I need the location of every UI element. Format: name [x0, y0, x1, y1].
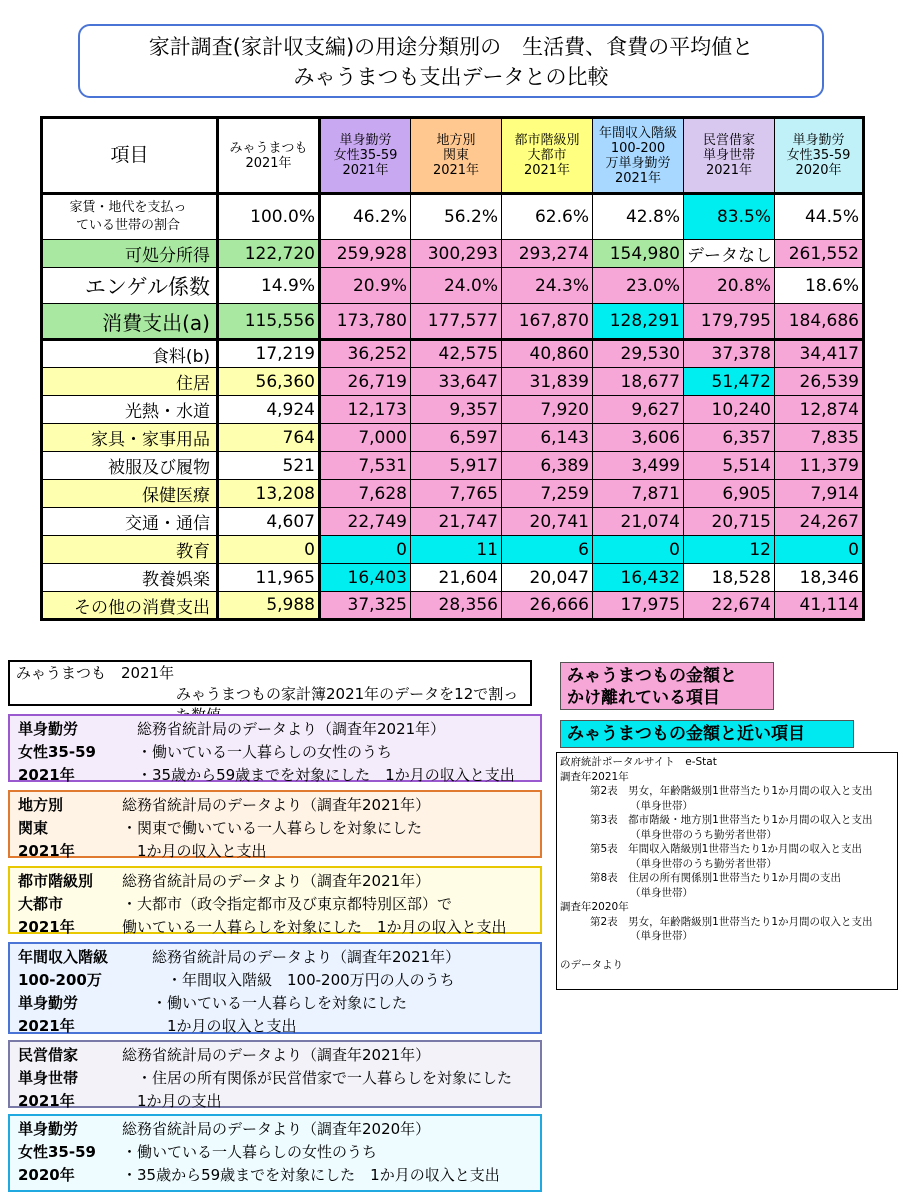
source-line: （単身世帯のうち勤労者世帯） [630, 828, 777, 841]
near-item-label: みゃうまつもの金額と近い項目 [560, 720, 854, 748]
value-cell: 42.8% [593, 194, 684, 240]
value-cell: 9,627 [593, 396, 684, 424]
value-cell: 24,267 [775, 508, 864, 536]
source-line: 第2表 男女，年齢階級別1世帯当たり1か月間の収入と支出 [590, 785, 873, 797]
value-cell: 24.3% [502, 268, 593, 304]
value-cell: 20.8% [684, 268, 775, 304]
value-cell: データなし [684, 240, 775, 268]
legend-key: 単身勤労 [18, 1120, 79, 1138]
table-row [42, 396, 864, 424]
value-cell: 6 [502, 536, 593, 564]
value-cell: 20,047 [502, 564, 593, 592]
source-line: （単身世帯） [630, 799, 693, 812]
legend-desc: 総務省統計局のデータより（調査年2021年） [122, 796, 431, 814]
value-cell: 177,577 [411, 304, 502, 340]
source-line: （単身世帯） [630, 886, 693, 899]
header-cell: 単身勤労 女性35-59 2021年 [320, 118, 411, 194]
value-cell: 22,749 [320, 508, 411, 536]
source-line: 第5表 年間収入階級別1世帯当たり1か月間の収入と支出 [590, 843, 863, 855]
value-cell: 5,917 [411, 452, 502, 480]
value-cell: 37,378 [684, 340, 775, 368]
value-cell: 12,874 [775, 396, 864, 424]
value-cell: 7,531 [320, 452, 411, 480]
table-row [42, 592, 864, 620]
row-label: 可処分所得 [42, 240, 218, 268]
legend-key: 大都市 [18, 895, 64, 913]
legend-key: 民営借家 [18, 1046, 79, 1064]
value-cell: 4,924 [218, 396, 320, 424]
title-box [78, 24, 824, 98]
source-line: 第3表 都市階級・地方別1世帯当たり1か月間の収入と支出 [590, 814, 873, 826]
value-cell: 9,357 [411, 396, 502, 424]
value-cell: 6,389 [502, 452, 593, 480]
legend-key: 単身勤労 [18, 994, 79, 1012]
value-cell: 3,606 [593, 424, 684, 452]
far-item-label: みゃうまつもの金額と かけ離れている項目 [560, 662, 774, 710]
legend-key: 都市階級別 [18, 872, 94, 890]
value-cell: 20.9% [320, 268, 411, 304]
value-cell: 20,715 [684, 508, 775, 536]
value-cell: 0 [775, 536, 864, 564]
row-label: 家賃・地代を支払っ ている世帯の割合 [42, 194, 218, 240]
row-label: 家具・家事用品 [42, 424, 218, 452]
row-label: 食料(b) [42, 340, 218, 368]
legend-key: 2020年 [18, 1166, 75, 1184]
value-cell: 764 [218, 424, 320, 452]
value-cell: 56.2% [411, 194, 502, 240]
value-cell: 20,741 [502, 508, 593, 536]
legend-desc: 1か月の収入と支出 [122, 1017, 297, 1035]
table-row [42, 564, 864, 592]
table-row [42, 508, 864, 536]
row-label: 光熱・水道 [42, 396, 218, 424]
source-line: 調査年2020年 [560, 901, 629, 913]
legend-desc: ・35歳から59歳までを対象にした 1か月の収入と支出 [122, 1166, 500, 1184]
value-cell: 28,356 [411, 592, 502, 620]
value-cell: 18,677 [593, 368, 684, 396]
value-cell: 7,000 [320, 424, 411, 452]
value-cell: 7,920 [502, 396, 593, 424]
legend-key: 2021年 [18, 766, 75, 784]
value-cell: 18,346 [775, 564, 864, 592]
value-cell: 6,597 [411, 424, 502, 452]
legend-desc: 総務省統計局のデータより（調査年2021年） [122, 720, 446, 738]
value-cell: 7,835 [775, 424, 864, 452]
source-line: のデータより [560, 959, 623, 971]
legend-key: 関東 [18, 819, 49, 837]
legend-desc: 1か月の収入と支出 [122, 842, 267, 860]
legend-box [8, 942, 542, 1034]
row-label: 教育 [42, 536, 218, 564]
legend-desc: ・働いている一人暮らしを対象にした [122, 994, 408, 1012]
row-label: 住居 [42, 368, 218, 396]
value-cell: 300,293 [411, 240, 502, 268]
legend-key: 100-200万 [18, 971, 102, 989]
legend-key: 2021年 [18, 1092, 75, 1110]
value-cell: 5,988 [218, 592, 320, 620]
value-cell: 184,686 [775, 304, 864, 340]
value-cell: 21,074 [593, 508, 684, 536]
value-cell: 18,528 [684, 564, 775, 592]
value-cell: 12,173 [320, 396, 411, 424]
legend-key: 単身勤労 [18, 720, 79, 738]
row-label: 交通・通信 [42, 508, 218, 536]
value-cell: 37,325 [320, 592, 411, 620]
source-line: 第2表 男女，年齢階級別1世帯当たり1か月間の収入と支出 [590, 915, 873, 928]
value-cell: 100.0% [218, 194, 320, 240]
value-cell: 261,552 [775, 240, 864, 268]
value-cell: 42,575 [411, 340, 502, 368]
value-cell: 22,674 [684, 592, 775, 620]
value-cell: 31,839 [502, 368, 593, 396]
table-row [42, 240, 864, 268]
title-line1: 家計調査(家計収支編)の用途分類別の 生活費、食費の平均値と [148, 35, 754, 59]
legend-desc: ・住居の所有関係が民営借家で一人暮らしを対象にした [122, 1069, 513, 1087]
value-cell: 0 [218, 536, 320, 564]
value-cell: 128,291 [593, 304, 684, 340]
value-cell: 41,114 [775, 592, 864, 620]
legend-box [8, 866, 542, 934]
header-cell: 地方別 関東 2021年 [411, 118, 502, 194]
table-row [42, 304, 864, 340]
value-cell: 7,871 [593, 480, 684, 508]
table-row [42, 536, 864, 564]
source-line: 第8表 住居の所有関係別1世帯当たり1か月間の支出 [590, 872, 842, 884]
table-row [42, 424, 864, 452]
legend-desc: 総務省統計局のデータより（調査年2021年） [122, 872, 431, 890]
header-cell: 都市階級別 大都市 2021年 [502, 118, 593, 194]
value-cell: 3,499 [593, 452, 684, 480]
value-cell: 7,914 [775, 480, 864, 508]
legend-desc: 総務省統計局のデータより（調査年2020年） [122, 1120, 431, 1138]
value-cell: 56,360 [218, 368, 320, 396]
value-cell: 6,143 [502, 424, 593, 452]
value-cell: 21,747 [411, 508, 502, 536]
value-cell: 293,274 [502, 240, 593, 268]
value-cell: 167,870 [502, 304, 593, 340]
legend-key: 2021年 [18, 1017, 75, 1035]
title-line2: みゃうまつも支出データとの比較 [293, 65, 609, 89]
row-label: 被服及び履物 [42, 452, 218, 480]
legend-key: 女性35-59 [18, 743, 96, 761]
value-cell: 6,905 [684, 480, 775, 508]
value-cell: 4,607 [218, 508, 320, 536]
value-cell: 122,720 [218, 240, 320, 268]
legend-key: 年間収入階級 [18, 948, 109, 966]
legend-key: 地方別 [18, 796, 64, 814]
legend-box [8, 714, 542, 782]
value-cell: 115,556 [218, 304, 320, 340]
value-cell: 0 [320, 536, 411, 564]
source-line: 調査年2021年 [560, 770, 629, 783]
mou-legend [8, 660, 532, 706]
value-cell: 29,530 [593, 340, 684, 368]
legend-desc: ・35歳から59歳までを対象にした 1か月の収入と支出 [122, 766, 515, 784]
value-cell: 33,647 [411, 368, 502, 396]
header-cell: みゃうまつも 2021年 [218, 118, 320, 194]
mou-title: みゃうまつも 2021年 [16, 664, 175, 682]
row-label: エンゲル係数 [42, 268, 218, 304]
row-label: 教養娯楽 [42, 564, 218, 592]
value-cell: 62.6% [502, 194, 593, 240]
table-row [42, 340, 864, 368]
comparison-table [40, 116, 865, 621]
value-cell: 51,472 [684, 368, 775, 396]
table-row [42, 452, 864, 480]
legend-desc: 働いている一人暮らしを対象にした 1か月の収入と支出 [122, 918, 507, 936]
legend-desc: ・大都市（政令指定都市及び東京都特別区部）で [122, 895, 453, 913]
value-cell: 11,379 [775, 452, 864, 480]
value-cell: 259,928 [320, 240, 411, 268]
value-cell: 26,666 [502, 592, 593, 620]
value-cell: 7,628 [320, 480, 411, 508]
header-cell: 単身勤労 女性35-59 2020年 [775, 118, 864, 194]
value-cell: 173,780 [320, 304, 411, 340]
source-box [556, 752, 898, 990]
value-cell: 24.0% [411, 268, 502, 304]
value-cell: 17,975 [593, 592, 684, 620]
legend-desc: ・関東で働いている一人暮らしを対象にした [122, 819, 423, 837]
value-cell: 36,252 [320, 340, 411, 368]
value-cell: 7,765 [411, 480, 502, 508]
value-cell: 0 [593, 536, 684, 564]
legend-key: 女性35-59 [18, 1143, 96, 1161]
legend-desc: ・働いている一人暮らしの女性のうち [122, 743, 393, 761]
legend-desc: 総務省統計局のデータより（調査年2021年） [122, 948, 461, 966]
legend-desc: ・年間収入階級 100-200万円の人のうち [122, 971, 455, 989]
source-line: 政府統計ポータルサイト e-Stat [560, 756, 717, 768]
value-cell: 16,432 [593, 564, 684, 592]
legend-desc: ・働いている一人暮らしの女性のうち [122, 1143, 378, 1161]
header-cell: 項目 [42, 118, 218, 194]
table-row [42, 268, 864, 304]
value-cell: 12 [684, 536, 775, 564]
source-line [560, 944, 894, 959]
table-row [42, 194, 864, 240]
header-cell: 年間収入階級 100-200 万単身勤労 2021年 [593, 118, 684, 194]
row-label: 消費支出(a) [42, 304, 218, 340]
value-cell: 154,980 [593, 240, 684, 268]
value-cell: 10,240 [684, 396, 775, 424]
value-cell: 6,357 [684, 424, 775, 452]
value-cell: 44.5% [775, 194, 864, 240]
legend-key: 2021年 [18, 842, 75, 860]
table-row [42, 480, 864, 508]
mou-desc: みゃうまつもの家計簿2021年のデータを12で割っ [176, 685, 519, 703]
legend-desc: 1か月の支出 [122, 1092, 222, 1110]
value-cell: 26,719 [320, 368, 411, 396]
value-cell: 14.9% [218, 268, 320, 304]
header-cell: 民営借家 単身世帯 2021年 [684, 118, 775, 194]
value-cell: 179,795 [684, 304, 775, 340]
value-cell: 21,604 [411, 564, 502, 592]
legend-box [8, 790, 542, 858]
value-cell: 46.2% [320, 194, 411, 240]
table-row [42, 368, 864, 396]
row-label: その他の消費支出 [42, 592, 218, 620]
value-cell: 40,860 [502, 340, 593, 368]
value-cell: 34,417 [775, 340, 864, 368]
value-cell: 13,208 [218, 480, 320, 508]
legend-box [8, 1040, 542, 1108]
legend-key: 単身世帯 [18, 1069, 79, 1087]
source-line: （単身世帯） [630, 930, 693, 942]
value-cell: 26,539 [775, 368, 864, 396]
value-cell: 521 [218, 452, 320, 480]
value-cell: 16,403 [320, 564, 411, 592]
value-cell: 18.6% [775, 268, 864, 304]
value-cell: 11 [411, 536, 502, 564]
legend-desc: 総務省統計局のデータより（調査年2021年） [122, 1046, 431, 1064]
value-cell: 23.0% [593, 268, 684, 304]
row-label: 保健医療 [42, 480, 218, 508]
value-cell: 5,514 [684, 452, 775, 480]
value-cell: 17,219 [218, 340, 320, 368]
source-line: （単身世帯のうち勤労者世帯） [630, 857, 777, 870]
value-cell: 7,259 [502, 480, 593, 508]
legend-key: 2021年 [18, 918, 75, 936]
value-cell: 11,965 [218, 564, 320, 592]
legend-box [8, 1114, 542, 1192]
value-cell: 83.5% [684, 194, 775, 240]
